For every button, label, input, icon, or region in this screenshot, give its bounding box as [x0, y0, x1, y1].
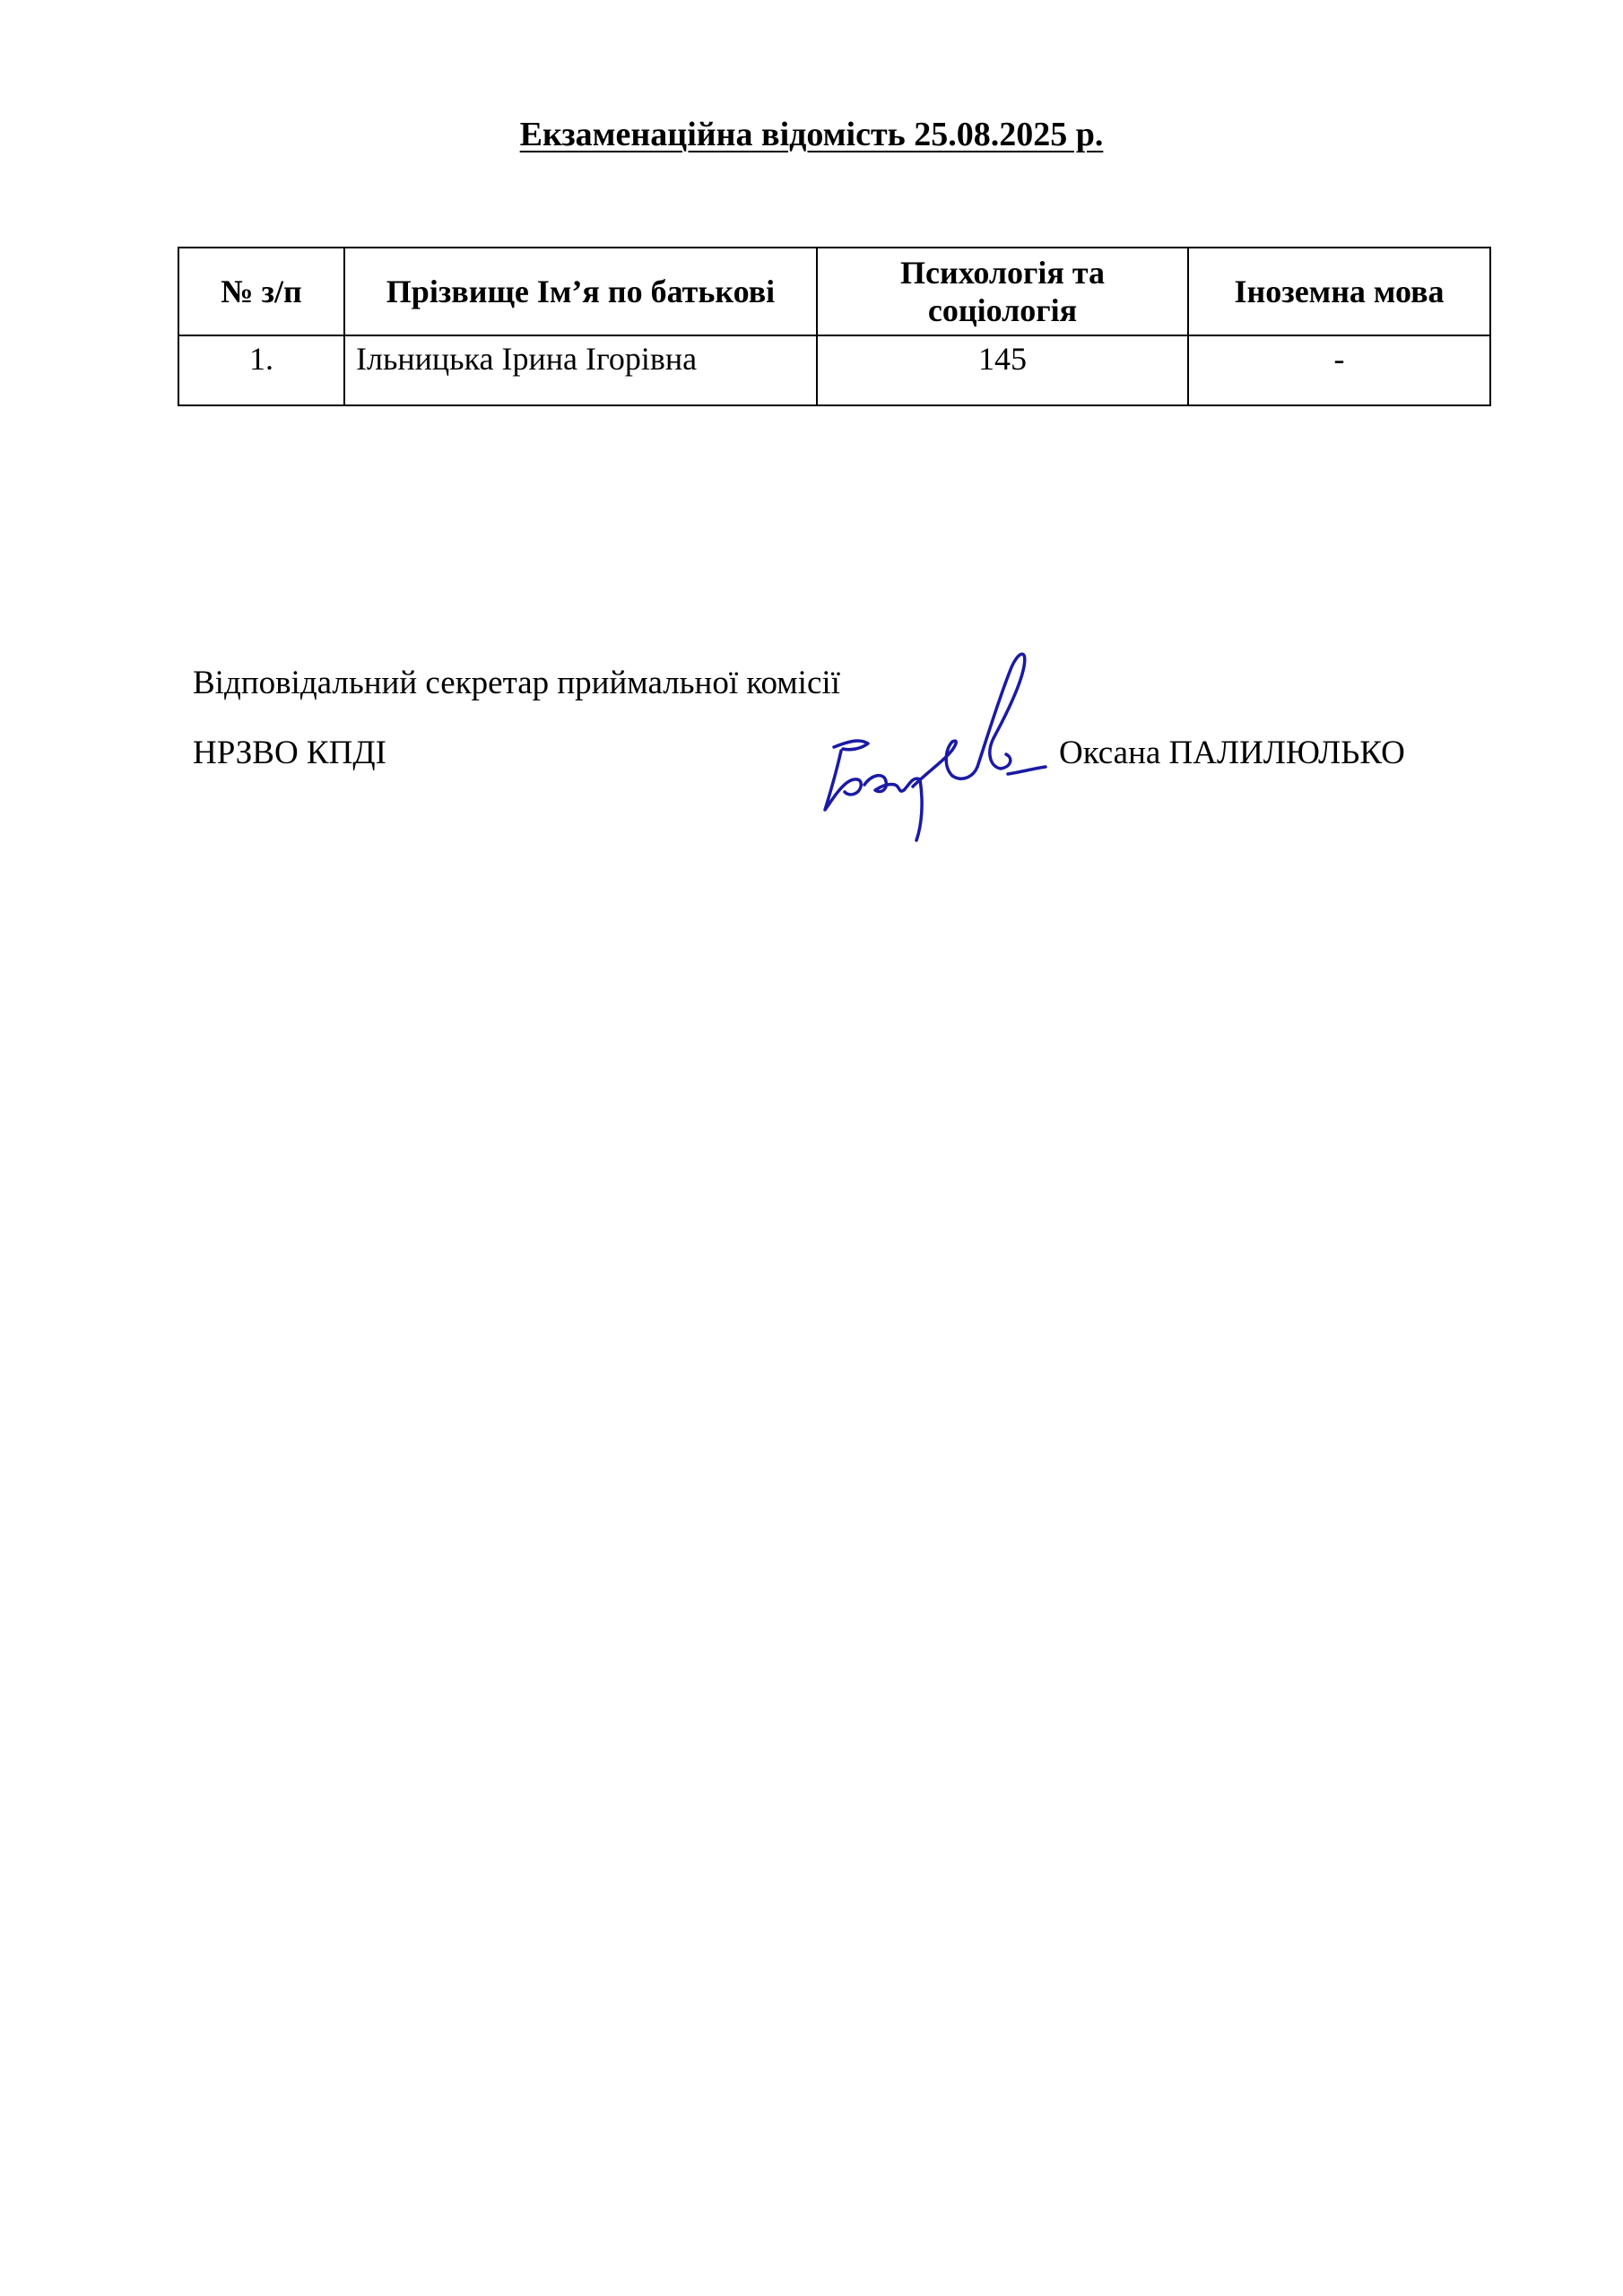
cell-number: 1.: [178, 335, 344, 405]
header-full-name: Прізвище Ім’я по батькові: [344, 248, 817, 335]
signatory-name: Оксана ПАЛИЛЮЛЬКО: [1059, 735, 1405, 771]
page-title: Екзаменаційна відомість 25.08.2025 р.: [519, 116, 1104, 153]
table-row: [178, 335, 1490, 405]
header-foreign-language: Іноземна мова: [1188, 248, 1490, 335]
table-header-row: [178, 248, 1490, 335]
signatory-position: Відповідальний секретар приймальної комісії: [193, 665, 840, 701]
cell-full-name: Ільницька Ірина Ігорівна: [344, 335, 817, 405]
header-psychology-sociology: Психологія та соціологія: [817, 248, 1188, 335]
exam-results-table: [178, 247, 1491, 406]
cell-foreign-language-score: -: [1188, 335, 1490, 405]
cell-psychology-sociology-score: 145: [817, 335, 1188, 405]
handwritten-signature: [798, 632, 1067, 848]
header-number: № з/п: [178, 248, 344, 335]
signatory-organization: НРЗВО КПДІ: [193, 735, 386, 771]
